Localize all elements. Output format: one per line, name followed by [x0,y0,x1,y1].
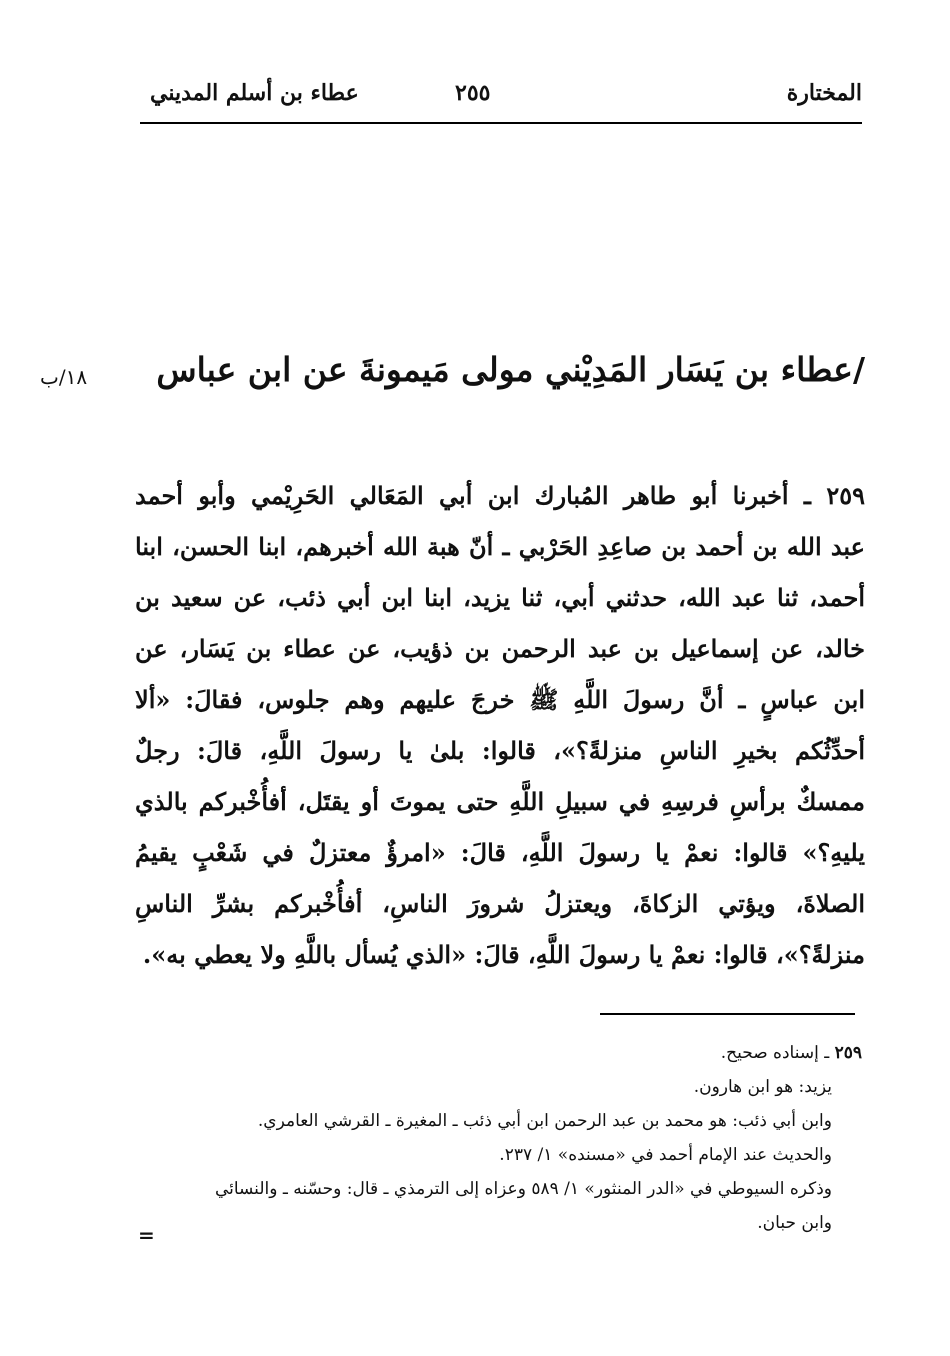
footnote-line: وابن أبي ذئب: هو محمد بن عبد الرحمن ابن أبي ذئب ـ المغيرة ـ القرشي العامري. [257,1111,832,1131]
text-line: خالد، عن إسماعيل بن عبد الرحمن بن ذؤيب، عن عطاء بن يَسَار، عن [135,634,865,663]
footnotes [130,1036,862,1240]
footnote-number: ٢٥٩ [834,1043,862,1063]
footnote-line [130,1036,862,1070]
continuation-mark: = [138,1223,155,1247]
text-line: أحدِّثُكم بخيرِ الناسِ منزلةً؟»، قالوا: بلىٰ يا رسولَ اللَّهِ، قالَ: رجلٌ [135,736,865,765]
footnote-line: وابن حبان. [757,1213,832,1233]
text-line: أحمد، ثنا عبد الله، حدثني أبي، ثنا يزيد، ابنا ابن أبي ذئب، عن سعيد بن [135,583,865,612]
text-line: منزلةً؟»، قالوا: نعمْ يا رسولَ اللَّهِ، قالَ: «الذي يُسأل باللَّهِ ولا يعطي به». [142,940,865,969]
section-title: /عطاء بن يَسَار المَدِيْني مولى مَيمونةَ عن ابن عباس [156,350,865,389]
text-line: عبد الله بن أحمد بن صاعِدِ الحَرْبي ـ أنّ هبة الله أخبرهم، ابنا الحسن، ابنا [135,532,865,561]
header-divider [140,122,862,124]
page-number: ٢٥٥ [455,80,491,106]
text-line: يليهِ؟» قالوا: نعمْ يا رسولَ اللَّهِ، قالَ: «امرؤٌ معتزلٌ في شَعْبٍ يقيمُ [135,838,865,867]
footnote-line: يزيد: هو ابن هارون. [693,1077,832,1097]
text-line: الصلاةَ، ويؤتي الزكاةَ، ويعتزلُ شرورَ الناسِ، أفأُخْبركم بشرِّ الناسِ [135,889,865,918]
text-line: ممسكٌ برأسِ فرسِهِ في سبيلِ اللَّهِ حتى يموتَ أو يقتَل، أفأُخْبركم بالذي [135,787,865,816]
footnote-line: وذكره السيوطي في «الدر المنثور» ١/ ٥٨٩ وعزاه إلى الترمذي ـ قال: وحسّنه ـ والنسائي [214,1179,832,1199]
manuscript-folio-marker: ١٨/ب [40,365,88,389]
text-line: ابن عباسٍ ـ أنَّ رسولَ اللَّهِ ﷺ خرجَ عليهم وهم جلوس، فقالَ: «ألا [135,685,865,714]
footnote-line: والحديث عند الإمام أحمد في «مسنده» ١/ ٢٣٧. [499,1145,832,1165]
running-header-book-title: المختارة [786,80,862,106]
footnote-divider [600,1013,855,1015]
text-line: ٢٥٩ ـ أخبرنا أبو طاهر المُبارك ابن أبي المَعَالي الحَرِيْمي وأبو أحمد [135,481,865,510]
running-header-section: عطاء بن أسلم المديني [150,80,359,106]
hadith-text [135,470,865,980]
footnote-text: ـ إسناده صحيح. [720,1043,830,1063]
